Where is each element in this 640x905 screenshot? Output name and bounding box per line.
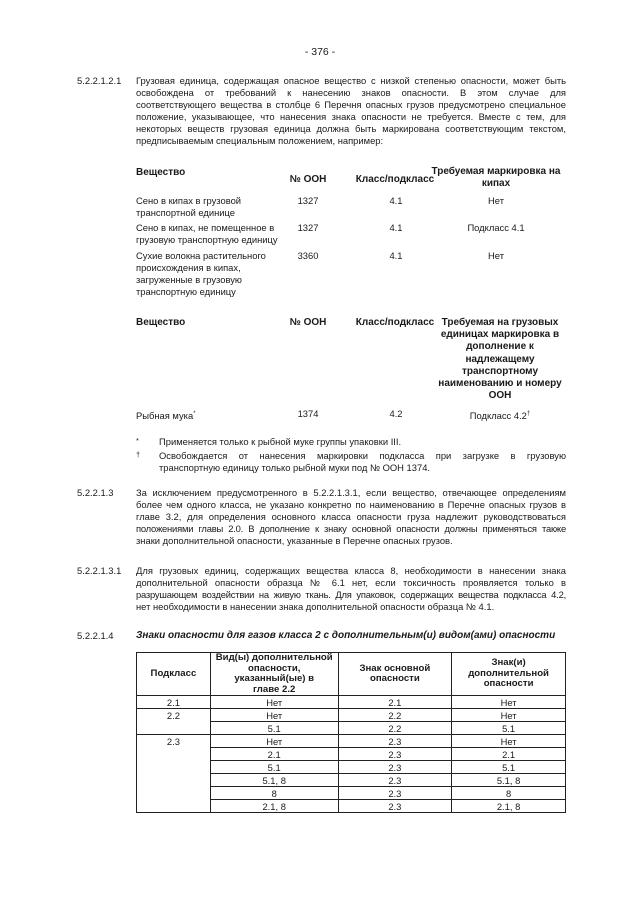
cell-main: 2.2 (338, 709, 452, 722)
cell-main: 2.3 (338, 748, 452, 761)
column-header-class: Класс/подкласс (355, 174, 435, 185)
text-line: положение, указывающее, что нанесения знака опасности не требуется. Вместе с тем, для (136, 111, 566, 123)
table-row (137, 800, 566, 813)
footnote-mark: † (136, 450, 141, 459)
table-cell-class: 4.1 (389, 222, 403, 233)
text-line: Применяется только к рыбной муке группы упаковки III. (159, 436, 402, 447)
cell-line: Сено в кипах, не помещенное в (136, 222, 275, 233)
text-line: нет необходимости в нанесении знака дополнительной опасности образца № 4.1. (136, 601, 495, 613)
substance-name: Рыбная мука (136, 410, 194, 422)
cell-line: Сено в кипах в грузовой (136, 195, 242, 206)
footnote-ref: * (193, 411, 196, 417)
cell-risk: 5.1 (210, 761, 338, 774)
text-line: транспортную единицу только рыбной муки под № ООН 1374. (159, 462, 431, 474)
cell-main: 2.3 (338, 735, 452, 748)
header-line: дополнение к (466, 341, 534, 353)
header-line: опасности, указанный(ые) в (234, 662, 315, 685)
table-cell-marking: Нет (488, 250, 504, 261)
table-row (137, 696, 566, 709)
section-heading: Знаки опасности для газов класса 2 с дополнительным(и) видом(ами) опасности (136, 630, 556, 641)
header-line: Требуемая маркировка на (431, 166, 561, 177)
cell-main: 2.3 (338, 800, 452, 813)
marking-value: Подкласс 4.2 (469, 410, 527, 422)
table-row (137, 722, 566, 735)
text-line: освобождена от требований к нанесению знаков опасности. В этом случае для (136, 87, 566, 99)
section-number: 5.2.2.1.4 (77, 630, 114, 641)
cell-signs: 8 (452, 787, 566, 800)
header-line: кипах (481, 178, 511, 190)
cell-risk: 8 (210, 787, 338, 800)
cell-line: грузовую транспортную единицу (136, 234, 278, 246)
cell-main: 2.3 (338, 761, 452, 774)
cell-risk: 2.1 (210, 748, 338, 761)
cell-line: транспортную единицу (136, 286, 236, 298)
header-line: наименованию и номеру (438, 378, 562, 390)
cell-subclass (137, 748, 211, 761)
header-line: Требуемая на грузовых (441, 317, 559, 328)
table-cell-un: 3360 (297, 250, 319, 261)
column-header-marking (432, 317, 568, 402)
table-row (137, 787, 566, 800)
text-line: предписываемым специальным положением, например: (136, 135, 384, 147)
table-cell-class: 4.2 (389, 408, 403, 419)
cell-main: 2.3 (338, 787, 452, 800)
text-line: знаки дополнительной опасности, указанные в Перечне опасных грузов. (136, 535, 453, 547)
table-row-substance (136, 250, 286, 298)
table-cell-marking (436, 408, 564, 422)
cell-signs: Нет (452, 696, 566, 709)
text-line: Для грузовых единиц, содержащих вещества класса 8, необходимости в нанесении знака (136, 565, 566, 576)
cell-risk: 5.1 (210, 722, 338, 735)
text-line: разрушающем воздействии на живую ткань. Для упаковок, содержащих вещества подкласса 4.2, (136, 589, 566, 601)
text-line: Грузовая единица, содержащая опасное вещество с низкой степенью опасности, может быть (136, 75, 566, 86)
cell-signs: 5.1 (452, 761, 566, 774)
cell-main: 2.2 (338, 722, 452, 735)
page-number: - 376 - (304, 46, 336, 58)
text-line: положениями главы 2.0. В дополнение к знаку основной опасности должны применяться также (136, 523, 566, 535)
cell-line: происхождения в кипах, (136, 262, 241, 274)
table-cell-class: 4.1 (389, 195, 403, 206)
table-cell-un: 1327 (297, 195, 319, 206)
header-line: Знак основной (359, 662, 431, 674)
header-line: опасности (483, 678, 534, 690)
section-number: 5.2.2.1.3.1 (77, 565, 122, 576)
table-cell-marking: Нет (488, 195, 504, 206)
table-cell-un: 1374 (297, 408, 319, 419)
text-line: главе 3.2, для определения основного класса опасности груза надлежит руководствоваться (136, 511, 566, 523)
cell-subclass (137, 787, 211, 800)
cell-line: Сухие волокна растительного (136, 250, 266, 261)
paragraph-5-2-2-1-3 (136, 487, 566, 547)
cell-subclass (137, 774, 211, 787)
section-number: 5.2.2.1.3 (77, 487, 114, 498)
table-row (137, 735, 566, 748)
footnote-ref: † (526, 411, 531, 417)
header-line: дополнительной (468, 667, 549, 679)
paragraph-5-2-2-1-3-1 (136, 565, 566, 613)
cell-main: 2.3 (338, 774, 452, 787)
section-number: 5.2.2.1.2.1 (77, 75, 122, 86)
header-line: главе 2.2 (253, 683, 296, 695)
header-line: опасности (369, 673, 420, 685)
paragraph-5-2-2-1-2-1 (136, 75, 566, 148)
cell-risk: Нет (210, 735, 338, 748)
cell-line: транспортной единице (136, 207, 236, 219)
table-row (137, 761, 566, 774)
cell-risk: Нет (210, 709, 338, 722)
cell-subclass (137, 761, 211, 774)
cell-subclass: 2.2 (137, 709, 211, 722)
cell-line: загруженные в грузовую (136, 274, 242, 286)
table-row (137, 774, 566, 787)
text-line: Освобождается от нанесения маркировки подкласса при загрузке в грузовую (159, 450, 566, 461)
table-row (137, 748, 566, 761)
header-line: ООН (488, 390, 512, 402)
column-header-un: № ООН (289, 174, 327, 185)
column-header-substance: Вещество (136, 167, 186, 178)
column-header-subclass: Подкласс (137, 653, 211, 696)
column-header-substance: Вещество (136, 317, 186, 328)
cell-subclass: 2.1 (137, 696, 211, 709)
header-line: Знак(и) (491, 657, 526, 669)
table-row (137, 709, 566, 722)
footnote-text (159, 450, 566, 474)
table-header-row (137, 653, 566, 696)
cell-signs: 2.1, 8 (452, 800, 566, 813)
cell-signs: 5.1 (452, 722, 566, 735)
header-line: Вид(ы) дополнительной (215, 652, 333, 663)
header-line: единицах маркировка в (440, 329, 560, 341)
table-cell-marking: Подкласс 4.1 (467, 222, 525, 233)
column-header-subsidiary-risk (210, 653, 338, 696)
cell-signs: Нет (452, 709, 566, 722)
table-row-substance (136, 195, 286, 219)
text-line: За исключением предусмотренного в 5.2.2.1.3.1, если вещество, отвечающее определениям (136, 487, 566, 498)
text-line: соответствующего вещества в столбце 6 Перечня опасных грузов предусмотрено специальное (136, 99, 566, 111)
text-line: более чем одного класса, не указано конкретно по наименованию в Перечне опасных грузов в (136, 499, 566, 511)
cell-signs: 5.1, 8 (452, 774, 566, 787)
column-header-un: № ООН (289, 317, 327, 328)
text-line: дополнительной опасности образца № 6.1 нет, если токсичность проявляется только в (136, 577, 566, 589)
column-header-subsidiary-labels (452, 653, 566, 696)
table-cell-un: 1327 (297, 222, 319, 233)
table-cell-class: 4.1 (389, 250, 403, 261)
cell-risk: Нет (210, 696, 338, 709)
column-header-class: Класс/подкласс (355, 317, 435, 328)
footnote-text (159, 436, 566, 448)
cell-main: 2.1 (338, 696, 452, 709)
column-header-marking (426, 166, 566, 190)
cell-signs: 2.1 (452, 748, 566, 761)
cell-subclass (137, 722, 211, 735)
header-line: транспортному (461, 365, 539, 377)
gas-labels-table (136, 652, 566, 813)
footnote-mark: * (136, 436, 139, 445)
table-row-substance (136, 222, 286, 246)
cell-risk: 2.1, 8 (210, 800, 338, 813)
cell-risk: 5.1, 8 (210, 774, 338, 787)
column-header-main-label (338, 653, 452, 696)
cell-subclass: 2.3 (137, 735, 211, 748)
text-line: некоторых веществ грузовая единица должна быть маркирована соответствующим текстом, (136, 123, 566, 135)
header-line: надлежащему (465, 353, 535, 365)
cell-subclass (137, 800, 211, 813)
cell-signs: Нет (452, 735, 566, 748)
table-cell-substance (136, 408, 276, 422)
